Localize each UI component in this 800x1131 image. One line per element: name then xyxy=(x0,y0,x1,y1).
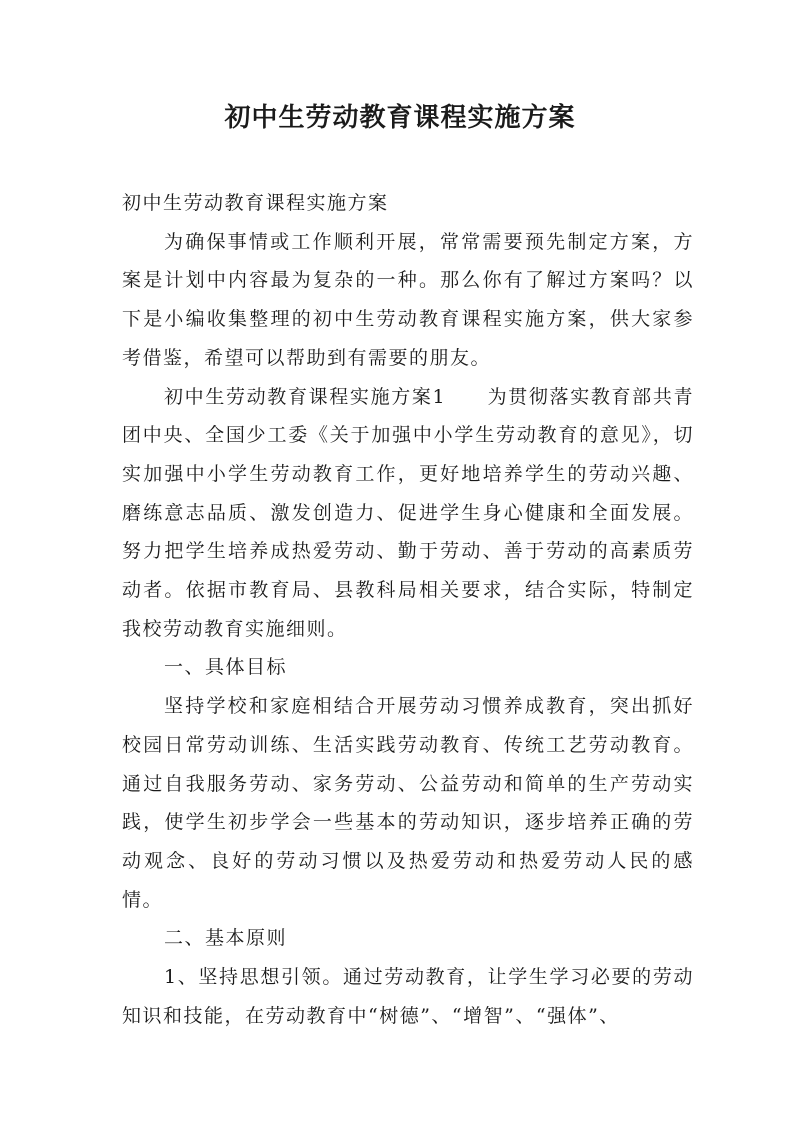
section-heading-principles: 二、基本原则 xyxy=(164,927,288,950)
document-title: 初中生劳动教育课程实施方案 xyxy=(224,103,576,133)
intro-paragraph: 为确保事情或工作顺利开展，常常需要预先制定方案，方案是计划中内容最为复杂的一种。那么你有了解过方案吗？以下是小编收集整理的初中生劳动教育课程实施方案，供大家参考借鉴，希望可以帮助到有需要的朋友。 xyxy=(122,230,694,369)
plan-1-paragraph: 初中生劳动教育课程实施方案1 为贯彻落实教育部共青团中央、全国少工委《关于加强中小学生劳动教育的意见》，切实加强中小学生劳动教育工作，更好地培养学生的劳动兴趣、磨练意志品质、激发创造力、促进学生身心健康和全面发展。努力把学生培养成热爱劳动、勤于劳动、善于劳动的高素质劳动者。依据市教育局、县教科局相关要求，结合实际，特制定我校劳动教育实施细则。 xyxy=(122,385,694,640)
document-body xyxy=(122,184,694,1035)
doc-heading-repeat: 初中生劳动教育课程实施方案 xyxy=(122,192,389,214)
goals-paragraph: 坚持学校和家庭相结合开展劳动习惯养成教育，突出抓好校园日常劳动训练、生活实践劳动教育、传统工艺劳动教育。通过自我服务劳动、家务劳动、公益劳动和简单的生产劳动实践，使学生初步学会一些基本的劳动知识，逐步培养正确的劳动观念、良好的劳动习惯以及热爱劳动和热爱劳动人民的感情。 xyxy=(122,695,694,911)
section-heading-goals: 一、具体目标 xyxy=(164,656,288,679)
principle-1-paragraph: 1、坚持思想引领。通过劳动教育，让学生学习必要的劳动知识和技能，在劳动教育中“树德”、“增智”、“强体”、 xyxy=(122,966,694,1027)
